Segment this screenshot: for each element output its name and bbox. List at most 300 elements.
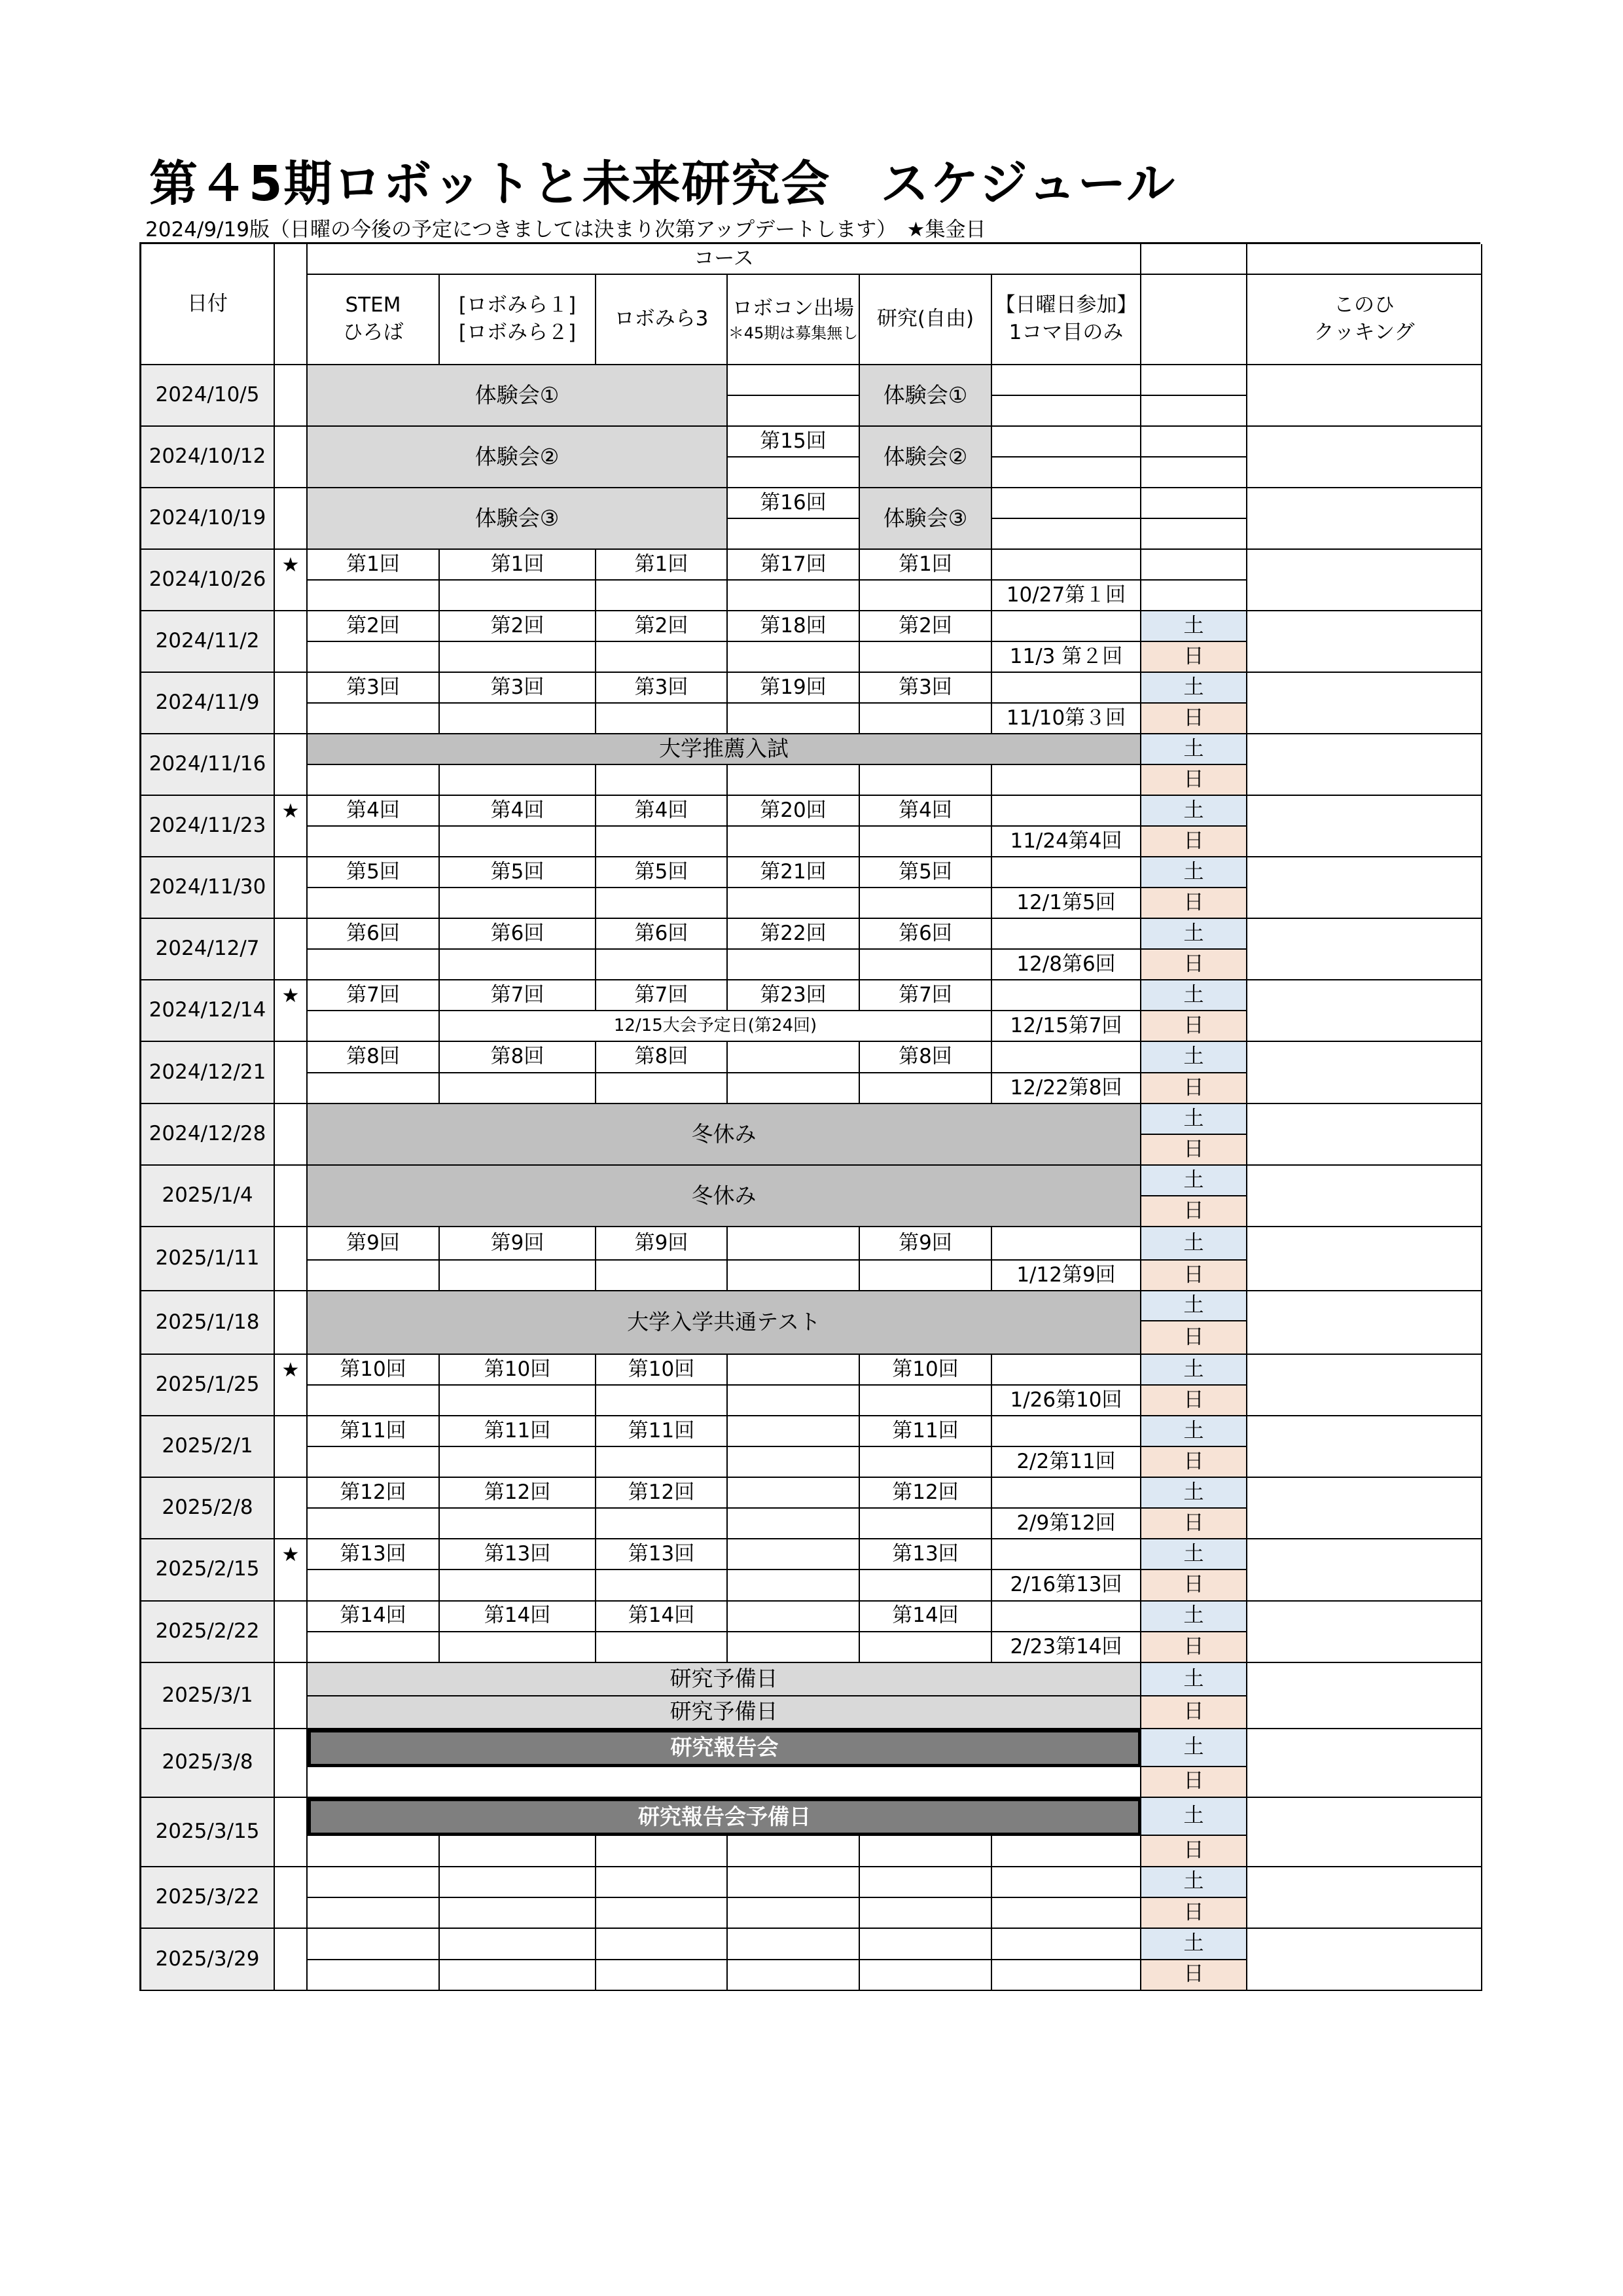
sunday-label: 日 xyxy=(1141,642,1247,673)
robomira3-session: 第2回 xyxy=(596,611,728,642)
empty-cell xyxy=(308,1011,440,1042)
empty-cell xyxy=(728,519,860,550)
header-empty xyxy=(1141,244,1247,275)
robomira12-session: 第5回 xyxy=(440,857,596,888)
empty-cell xyxy=(728,581,860,611)
sunday-label: 日 xyxy=(1141,704,1247,734)
empty-cell xyxy=(308,1767,1141,1798)
sunday-label: 日 xyxy=(1141,1321,1247,1355)
empty-cell xyxy=(992,1602,1141,1632)
cooking-cell xyxy=(1247,365,1482,427)
cooking-cell xyxy=(1247,1416,1482,1478)
robomira3-session: 第11回 xyxy=(596,1416,728,1447)
robomira12-session: 第10回 xyxy=(440,1355,596,1386)
tournament-note: 12/15大会予定日(第24回) xyxy=(440,1011,992,1042)
saturday-label: 土 xyxy=(1141,1663,1247,1696)
robocon-session xyxy=(728,1227,860,1261)
collection-day-star: ★ xyxy=(275,550,308,611)
date-cell: 2025/3/22 xyxy=(141,1867,275,1929)
empty-cell xyxy=(992,457,1141,488)
saturday-label: 土 xyxy=(1141,1355,1247,1386)
cooking-cell xyxy=(1247,550,1482,611)
empty-cell xyxy=(860,581,992,611)
empty-cell xyxy=(992,427,1141,457)
empty-cell xyxy=(596,950,728,980)
empty-cell xyxy=(440,581,596,611)
saturday-label: 土 xyxy=(1141,1478,1247,1509)
date-cell: 2025/2/15 xyxy=(141,1539,275,1602)
empty-cell xyxy=(1141,427,1247,457)
robocon-session: 第20回 xyxy=(728,796,860,827)
date-cell: 2025/1/11 xyxy=(141,1227,275,1291)
robocon-session: 第15回 xyxy=(728,427,860,457)
empty-cell xyxy=(596,1509,728,1539)
research-session: 第13回 xyxy=(860,1539,992,1570)
date-cell: 2024/10/12 xyxy=(141,427,275,488)
empty-cell xyxy=(440,1386,596,1416)
header-star-column xyxy=(275,244,308,365)
date-cell: 2025/1/18 xyxy=(141,1291,275,1355)
header-robomira-3: ロボみら3 xyxy=(596,275,728,365)
page-subtitle: 2024/9/19版（日曜の今後の予定につきましては決まり次第アップデートします） ★集金日 xyxy=(145,218,986,242)
header-course: コース xyxy=(308,244,1141,275)
cooking-cell xyxy=(1247,1478,1482,1539)
empty-cell xyxy=(728,642,860,673)
robomira3-session: 第7回 xyxy=(596,980,728,1011)
star-cell xyxy=(275,611,308,673)
date-cell: 2024/12/14 xyxy=(141,980,275,1042)
empty-cell xyxy=(440,888,596,919)
event-banner: 冬休み xyxy=(308,1104,1141,1166)
empty-cell xyxy=(596,765,728,796)
empty-cell xyxy=(860,950,992,980)
cooking-cell xyxy=(1247,1042,1482,1104)
sunday-session: 12/22第8回 xyxy=(992,1073,1141,1104)
star-cell xyxy=(275,734,308,796)
empty-cell xyxy=(728,1261,860,1291)
sunday-session: 10/27第１回 xyxy=(992,581,1141,611)
cooking-cell xyxy=(1247,1166,1482,1227)
robomira3-session: 第4回 xyxy=(596,796,728,827)
empty-cell xyxy=(992,1478,1141,1509)
empty-cell xyxy=(728,1447,860,1478)
robocon-session xyxy=(728,1539,860,1570)
cooking-cell xyxy=(1247,673,1482,734)
sunday-label: 日 xyxy=(1141,1570,1247,1601)
empty-cell xyxy=(728,888,860,919)
date-cell: 2024/10/19 xyxy=(141,488,275,550)
stem-session: 第12回 xyxy=(308,1478,440,1509)
date-cell: 2025/2/22 xyxy=(141,1602,275,1664)
cooking-cell xyxy=(1247,1798,1482,1867)
event-banner: 研究報告会 xyxy=(308,1729,1141,1767)
sunday-label: 日 xyxy=(1141,1196,1247,1227)
robomira12-session: 第14回 xyxy=(440,1602,596,1632)
empty-cell xyxy=(992,673,1141,704)
star-cell xyxy=(275,1104,308,1166)
empty-cell xyxy=(860,1867,992,1898)
robomira12-session: 第6回 xyxy=(440,919,596,950)
empty-cell xyxy=(596,1929,728,1960)
cooking-cell xyxy=(1247,796,1482,857)
date-cell: 2024/11/9 xyxy=(141,673,275,734)
empty-cell xyxy=(860,642,992,673)
empty-cell xyxy=(596,1867,728,1898)
sunday-session: 1/26第10回 xyxy=(992,1386,1141,1416)
robocon-session: 第23回 xyxy=(728,980,860,1011)
collection-day-star: ★ xyxy=(275,1355,308,1416)
empty-cell xyxy=(728,1836,860,1867)
empty-cell xyxy=(308,1570,440,1601)
cooking-cell xyxy=(1247,1729,1482,1798)
header-stem: STEM ひろば xyxy=(308,275,440,365)
date-cell: 2025/1/25 xyxy=(141,1355,275,1416)
star-cell xyxy=(275,673,308,734)
sunday-label: 日 xyxy=(1141,1767,1247,1798)
cooking-cell xyxy=(1247,857,1482,919)
stem-session: 第11回 xyxy=(308,1416,440,1447)
header-robocon-label: ロボコン出場 xyxy=(732,296,854,320)
saturday-label: 土 xyxy=(1141,1929,1247,1960)
sunday-label: 日 xyxy=(1141,1509,1247,1539)
research-session: 第6回 xyxy=(860,919,992,950)
star-cell xyxy=(275,1867,308,1929)
empty-cell xyxy=(992,611,1141,642)
sunday-session: 11/3 第２回 xyxy=(992,642,1141,673)
sunday-session: 2/16第13回 xyxy=(992,1570,1141,1601)
star-cell xyxy=(275,1227,308,1291)
saturday-label: 土 xyxy=(1141,1042,1247,1073)
empty-cell xyxy=(308,1509,440,1539)
robomira3-session: 第5回 xyxy=(596,857,728,888)
robomira12-session: 第8回 xyxy=(440,1042,596,1073)
robomira12-session: 第7回 xyxy=(440,980,596,1011)
empty-cell xyxy=(860,1386,992,1416)
star-cell xyxy=(275,1416,308,1478)
empty-cell xyxy=(728,765,860,796)
header-robomira-1-2: [ロボみら１] [ロボみら２] xyxy=(440,275,596,365)
empty-cell xyxy=(1141,396,1247,427)
empty-cell xyxy=(992,550,1141,581)
robomira3-session: 第10回 xyxy=(596,1355,728,1386)
sunday-label: 日 xyxy=(1141,1261,1247,1291)
empty-cell xyxy=(860,888,992,919)
schedule-table xyxy=(139,242,1480,1991)
empty-cell xyxy=(728,1570,860,1601)
cooking-cell xyxy=(1247,1663,1482,1729)
sunday-session: 12/15第7回 xyxy=(992,1011,1141,1042)
empty-cell xyxy=(440,827,596,857)
robomira3-session: 第14回 xyxy=(596,1602,728,1632)
empty-cell xyxy=(860,765,992,796)
empty-cell xyxy=(440,1867,596,1898)
empty-cell xyxy=(860,1836,992,1867)
date-cell: 2024/10/5 xyxy=(141,365,275,427)
robomira12-session: 第11回 xyxy=(440,1416,596,1447)
robocon-session xyxy=(728,1478,860,1509)
sunday-label: 日 xyxy=(1141,1696,1247,1729)
saturday-label: 土 xyxy=(1141,919,1247,950)
robomira12-session: 第2回 xyxy=(440,611,596,642)
saturday-label: 土 xyxy=(1141,1104,1247,1135)
empty-cell xyxy=(992,519,1141,550)
cooking-cell xyxy=(1247,980,1482,1042)
stem-session: 第14回 xyxy=(308,1602,440,1632)
stem-session: 第8回 xyxy=(308,1042,440,1073)
cooking-cell xyxy=(1247,488,1482,550)
empty-cell xyxy=(440,950,596,980)
star-cell xyxy=(275,919,308,980)
event-banner: 研究予備日 xyxy=(308,1696,1141,1729)
empty-cell xyxy=(992,1416,1141,1447)
empty-cell xyxy=(440,1073,596,1104)
empty-cell xyxy=(992,1836,1141,1867)
saturday-label: 土 xyxy=(1141,1729,1247,1767)
research-session: 第10回 xyxy=(860,1355,992,1386)
empty-cell xyxy=(992,857,1141,888)
empty-cell xyxy=(728,1632,860,1663)
saturday-label: 土 xyxy=(1141,1291,1247,1321)
saturday-label: 土 xyxy=(1141,734,1247,765)
saturday-label: 土 xyxy=(1141,1416,1247,1447)
empty-cell xyxy=(440,642,596,673)
robomira12-session: 第12回 xyxy=(440,1478,596,1509)
empty-cell xyxy=(440,1960,596,1991)
robomira12-session: 第9回 xyxy=(440,1227,596,1261)
empty-cell xyxy=(860,827,992,857)
empty-cell xyxy=(308,888,440,919)
empty-cell xyxy=(308,1386,440,1416)
robocon-session xyxy=(728,1042,860,1073)
empty-cell xyxy=(992,796,1141,827)
stem-session: 第13回 xyxy=(308,1539,440,1570)
research-session: 第7回 xyxy=(860,980,992,1011)
empty-cell xyxy=(860,1960,992,1991)
robomira3-session: 第8回 xyxy=(596,1042,728,1073)
sunday-session: 11/10第３回 xyxy=(992,704,1141,734)
empty-cell xyxy=(596,1836,728,1867)
robocon-session: 第21回 xyxy=(728,857,860,888)
empty-cell xyxy=(596,642,728,673)
sunday-label: 日 xyxy=(1141,765,1247,796)
cooking-cell xyxy=(1247,1929,1482,1991)
robomira3-session: 第9回 xyxy=(596,1227,728,1261)
empty-cell xyxy=(308,1960,440,1991)
empty-cell xyxy=(860,1261,992,1291)
stem-session: 第10回 xyxy=(308,1355,440,1386)
sunday-session: 12/1第5回 xyxy=(992,888,1141,919)
robomira3-session: 第12回 xyxy=(596,1478,728,1509)
cooking-cell xyxy=(1247,1602,1482,1664)
date-cell: 2025/3/8 xyxy=(141,1729,275,1798)
date-cell: 2025/2/1 xyxy=(141,1416,275,1478)
empty-cell xyxy=(728,950,860,980)
header-research: 研究(自由) xyxy=(860,275,992,365)
date-cell: 2024/11/30 xyxy=(141,857,275,919)
empty-cell xyxy=(596,1447,728,1478)
research-session: 第5回 xyxy=(860,857,992,888)
star-cell xyxy=(275,488,308,550)
stem-session: 第4回 xyxy=(308,796,440,827)
robocon-session: 第22回 xyxy=(728,919,860,950)
stem-session: 第5回 xyxy=(308,857,440,888)
event-banner: 冬休み xyxy=(308,1166,1141,1227)
empty-cell xyxy=(308,1929,440,1960)
empty-cell xyxy=(860,1447,992,1478)
empty-cell xyxy=(308,1447,440,1478)
star-cell xyxy=(275,1663,308,1729)
date-cell: 2024/12/7 xyxy=(141,919,275,980)
research-session: 第1回 xyxy=(860,550,992,581)
empty-cell xyxy=(440,1447,596,1478)
empty-cell xyxy=(596,704,728,734)
research-session: 第2回 xyxy=(860,611,992,642)
empty-cell xyxy=(440,1261,596,1291)
date-cell: 2024/12/28 xyxy=(141,1104,275,1166)
trial-session: 体験会② xyxy=(860,427,992,488)
star-cell xyxy=(275,1729,308,1798)
research-session: 第8回 xyxy=(860,1042,992,1073)
sunday-label: 日 xyxy=(1141,1386,1247,1416)
empty-cell xyxy=(728,827,860,857)
cooking-cell xyxy=(1247,1355,1482,1416)
empty-cell xyxy=(440,765,596,796)
empty-cell xyxy=(596,1632,728,1663)
empty-cell xyxy=(308,1867,440,1898)
page-title: 第４5期ロボットと未来研究会 スケジュール xyxy=(149,156,1177,212)
saturday-label: 土 xyxy=(1141,1602,1247,1632)
cooking-cell xyxy=(1247,427,1482,488)
empty-cell xyxy=(992,919,1141,950)
sunday-session: 12/8第6回 xyxy=(992,950,1141,980)
sunday-label: 日 xyxy=(1141,1135,1247,1166)
empty-cell xyxy=(596,827,728,857)
empty-cell xyxy=(860,1570,992,1601)
sunday-label: 日 xyxy=(1141,1898,1247,1929)
header-date: 日付 xyxy=(141,244,275,365)
stem-session: 第7回 xyxy=(308,980,440,1011)
empty-cell xyxy=(728,1509,860,1539)
empty-cell xyxy=(860,1898,992,1929)
collection-day-star: ★ xyxy=(275,1539,308,1602)
empty-cell xyxy=(308,1632,440,1663)
empty-cell xyxy=(728,1898,860,1929)
header-robocon xyxy=(728,275,860,365)
cooking-cell xyxy=(1247,919,1482,980)
collection-day-star: ★ xyxy=(275,980,308,1042)
date-cell: 2024/11/23 xyxy=(141,796,275,857)
trial-session: 体験会② xyxy=(308,427,728,488)
event-banner: 研究報告会予備日 xyxy=(308,1798,1141,1836)
robocon-session: 第19回 xyxy=(728,673,860,704)
robocon-session xyxy=(728,1355,860,1386)
empty-cell xyxy=(992,765,1141,796)
empty-cell xyxy=(308,642,440,673)
research-session: 第4回 xyxy=(860,796,992,827)
empty-cell xyxy=(596,1261,728,1291)
empty-cell xyxy=(596,581,728,611)
robocon-session: 第18回 xyxy=(728,611,860,642)
research-session: 第11回 xyxy=(860,1416,992,1447)
header-empty xyxy=(1141,275,1247,365)
empty-cell xyxy=(860,1632,992,1663)
empty-cell xyxy=(728,704,860,734)
empty-cell xyxy=(308,1836,440,1867)
research-session: 第3回 xyxy=(860,673,992,704)
star-cell xyxy=(275,857,308,919)
empty-cell xyxy=(1141,365,1247,396)
event-banner: 大学入学共通テスト xyxy=(308,1291,1141,1355)
research-session: 第12回 xyxy=(860,1478,992,1509)
empty-cell xyxy=(860,704,992,734)
saturday-label: 土 xyxy=(1141,1166,1247,1196)
cooking-cell xyxy=(1247,611,1482,673)
empty-cell xyxy=(992,1042,1141,1073)
empty-cell xyxy=(728,1386,860,1416)
saturday-label: 土 xyxy=(1141,1867,1247,1898)
empty-cell xyxy=(992,1929,1141,1960)
empty-cell xyxy=(596,1073,728,1104)
saturday-label: 土 xyxy=(1141,857,1247,888)
stem-session: 第9回 xyxy=(308,1227,440,1261)
empty-cell xyxy=(728,457,860,488)
empty-cell xyxy=(440,1836,596,1867)
robomira3-session: 第3回 xyxy=(596,673,728,704)
empty-cell xyxy=(992,1227,1141,1261)
trial-session: 体験会① xyxy=(860,365,992,427)
saturday-label: 土 xyxy=(1141,980,1247,1011)
empty-cell xyxy=(992,365,1141,396)
robocon-session xyxy=(728,1602,860,1632)
date-cell: 2024/10/26 xyxy=(141,550,275,611)
collection-day-star: ★ xyxy=(275,796,308,857)
star-cell xyxy=(275,1798,308,1867)
date-cell: 2025/2/8 xyxy=(141,1478,275,1539)
trial-session: 体験会① xyxy=(308,365,728,427)
robocon-session: 第16回 xyxy=(728,488,860,519)
date-cell: 2024/12/21 xyxy=(141,1042,275,1104)
sunday-session: 11/24第4回 xyxy=(992,827,1141,857)
empty-cell xyxy=(440,1898,596,1929)
empty-cell xyxy=(992,1539,1141,1570)
empty-cell xyxy=(1141,550,1247,581)
cooking-cell xyxy=(1247,1104,1482,1166)
empty-cell xyxy=(1141,457,1247,488)
saturday-label: 土 xyxy=(1141,673,1247,704)
saturday-label: 土 xyxy=(1141,1227,1247,1261)
empty-cell xyxy=(728,1867,860,1898)
robomira3-session: 第1回 xyxy=(596,550,728,581)
header-robocon-note: ＊45期は募集無し xyxy=(728,323,859,342)
robomira3-session: 第13回 xyxy=(596,1539,728,1570)
star-cell xyxy=(275,1166,308,1227)
empty-cell xyxy=(992,1867,1141,1898)
header-cooking: このひ クッキング xyxy=(1247,275,1482,365)
saturday-label: 土 xyxy=(1141,796,1247,827)
sunday-session: 1/12第9回 xyxy=(992,1261,1141,1291)
sunday-label: 日 xyxy=(1141,1960,1247,1991)
star-cell xyxy=(275,1478,308,1539)
empty-cell xyxy=(992,1960,1141,1991)
empty-cell xyxy=(1141,519,1247,550)
robomira12-session: 第1回 xyxy=(440,550,596,581)
cooking-cell xyxy=(1247,1227,1482,1291)
star-cell xyxy=(275,365,308,427)
date-cell: 2025/3/1 xyxy=(141,1663,275,1729)
empty-cell xyxy=(860,1073,992,1104)
empty-cell xyxy=(596,888,728,919)
research-session: 第9回 xyxy=(860,1227,992,1261)
